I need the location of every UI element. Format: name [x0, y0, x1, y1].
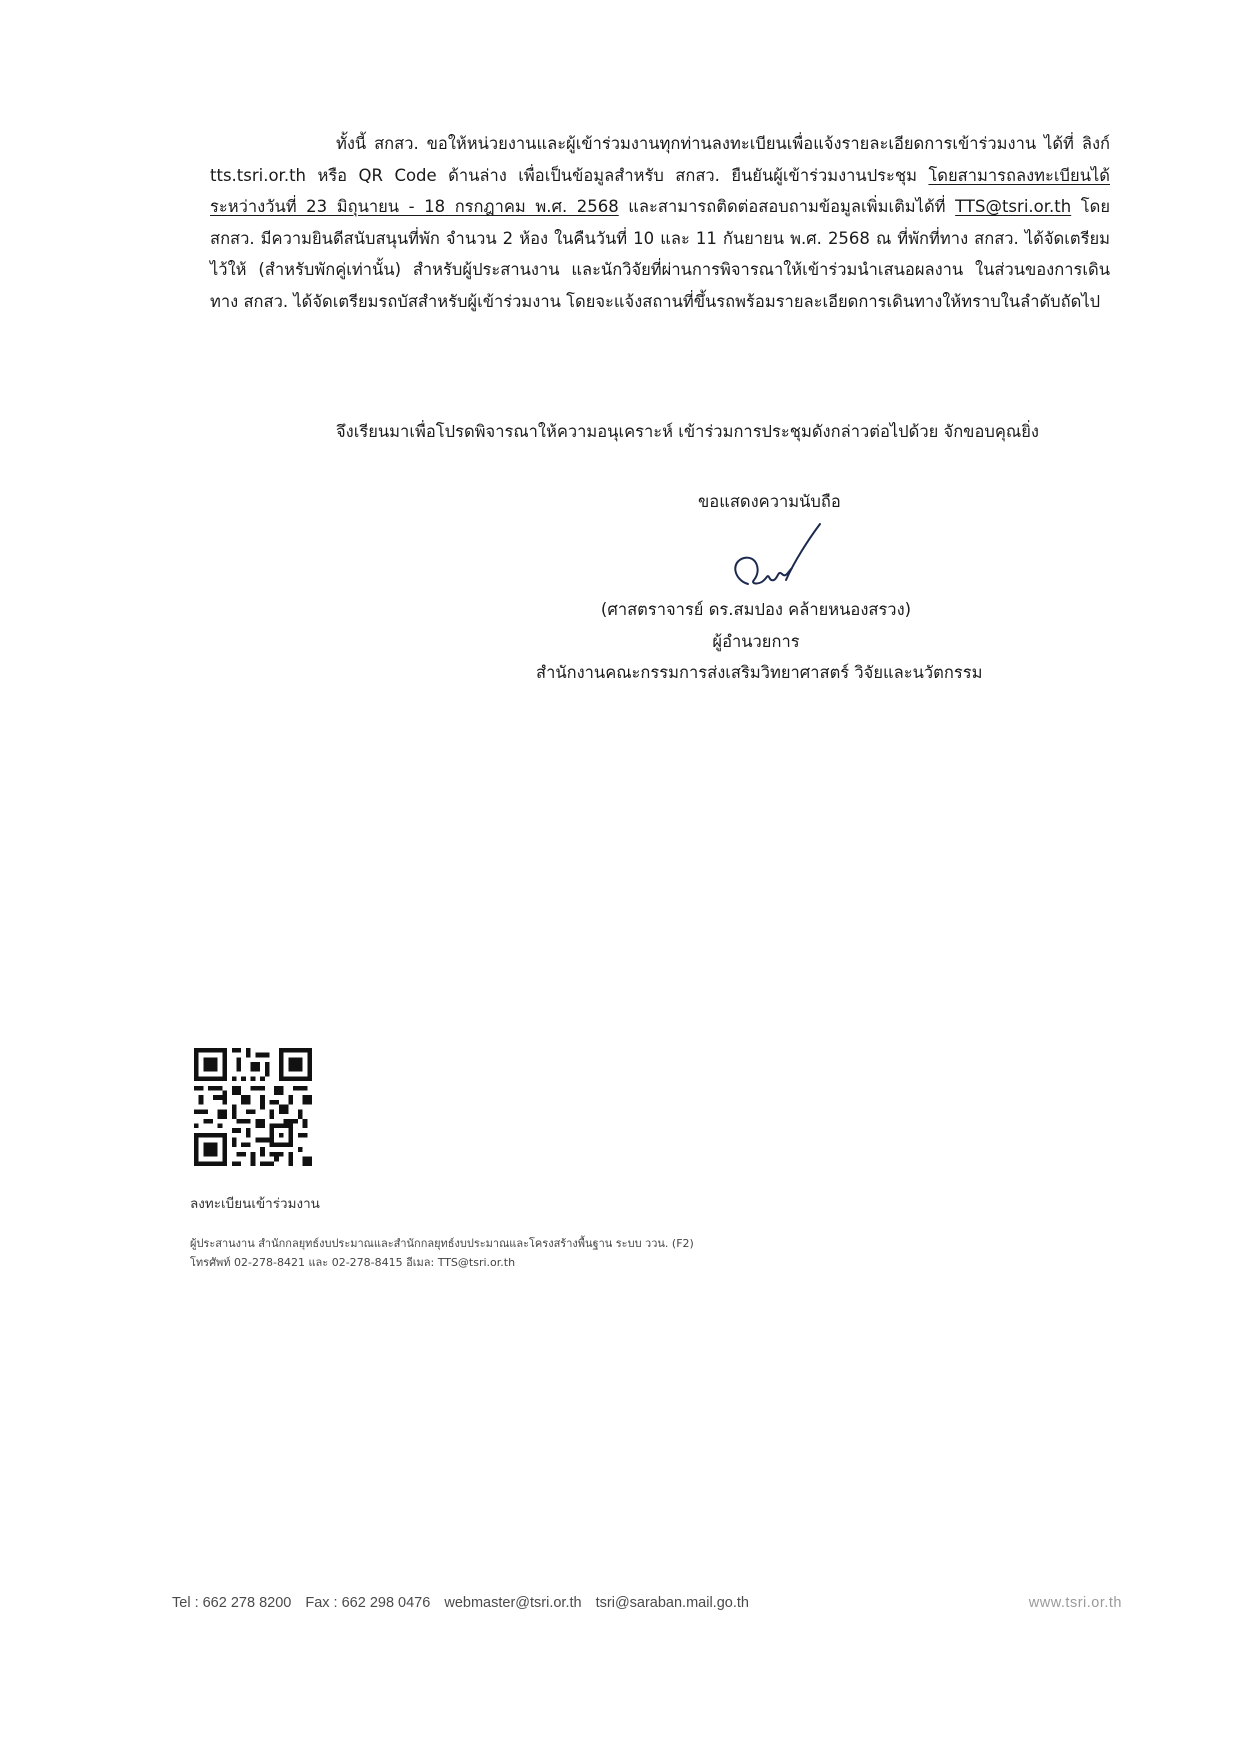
phone-email-line: โทรศัพท์ 02-278-8421 และ 02-278-8415 อีเมล: TTS@tsri.or.th	[190, 1256, 516, 1269]
regards-text: ขอแสดงความนับถือ	[698, 492, 841, 511]
closing-sentence: จึงเรียนมาเพื่อโปรดพิจารณาให้ความอนุเคราะห์ เข้าร่วมการประชุมดังกล่าวต่อไปด้วย จักขอบคุณยิ่ง	[336, 422, 1039, 441]
footer-website-link[interactable]: www.tsri.or.th	[1028, 1595, 1122, 1611]
footer-fax: Fax : 662 298 0476	[305, 1595, 431, 1611]
signer-organization: สำนักงานคณะกรรมการส่งเสริมวิทยาศาสตร์ วิจัยและนวัตกรรม	[536, 663, 983, 682]
signer-name: (ศาสตราจารย์ ดร.สมปอง คล้ายหนองสรวง)	[600, 600, 912, 619]
letterhead-footer	[172, 1595, 1122, 1611]
qr-caption: ลงทะเบียนเข้าร่วมงาน	[190, 1196, 320, 1212]
coordinator-contact	[190, 1234, 890, 1272]
footer-tel: Tel : 662 278 8200	[172, 1595, 292, 1611]
registration-paragraph	[210, 128, 1110, 317]
handwritten-signature	[716, 522, 826, 602]
footer-saraban-email[interactable]: tsri@saraban.mail.go.th	[595, 1595, 749, 1611]
signer-position: ผู้อำนวยการ	[712, 631, 800, 651]
signer-block	[536, 594, 983, 689]
footer-webmaster-email[interactable]: webmaster@tsri.or.th	[444, 1595, 582, 1611]
coordinator-line: ผู้ประสานงาน สำนักกลยุทธ์งบประมาณและสำนักกลยุทธ์งบประมาณและโครงสร้างพื้นฐาน ระบบ ววน. (F2)	[190, 1237, 694, 1250]
paragraph-text-2: และสามารถติดต่อสอบถามข้อมูลเพิ่มเติมได้ที่	[618, 197, 956, 216]
registration-period-text: โดยสามารถลงทะเบียนได้ระหว่างวันที่ 23 มิถุนายน - 18 กรกฎาคม พ.ศ. 2568	[210, 165, 1110, 216]
contact-email-link[interactable]: TTS@tsri.or.th	[955, 197, 1072, 216]
paragraph-text-1: ทั้งนี้ สกสว. ขอให้หน่วยงานและผู้เข้าร่วมงานทุกท่านลงทะเบียนเพื่อแจ้งรายละเอียดการเข้าร่วมงาน ได้ที่ ลิงก์ tts.tsri.or.th หรือ QR Code ด้านล่าง เพื่อเป็นข้อมูลสำหรับ สกสว. ยืนยันผู้เข้าร่วมงานประชุม	[210, 134, 1110, 185]
paragraph-text-3: โดย สกสว. มีความยินดีสนับสนุนที่พัก จำนวน 2 ห้อง ในคืนวันที่ 10 และ 11 กันยายน พ.ศ. 2568 ณ ที่พักที่ทาง สกสว. ได้จัดเตรียมไว้ให้ (สำหรับพักคู่เท่านั้น) สำหรับผู้ประสานงาน และนักวิจัยที่ผ่านการพิจารณาให้เข้าร่วมนำเสนอผลงาน ในส่วนของการเดินทาง สกสว. ได้จัดเตรียมรถบัสสำหรับผู้เข้าร่วมงาน โดยจะแจ้งสถานที่ขึ้นรถพร้อมรายละเอียดการเดินทางให้ทราบในลำดับถัดไป	[210, 197, 1110, 311]
body-paragraph	[210, 128, 1110, 317]
registration-qr-code[interactable]	[194, 1048, 312, 1166]
